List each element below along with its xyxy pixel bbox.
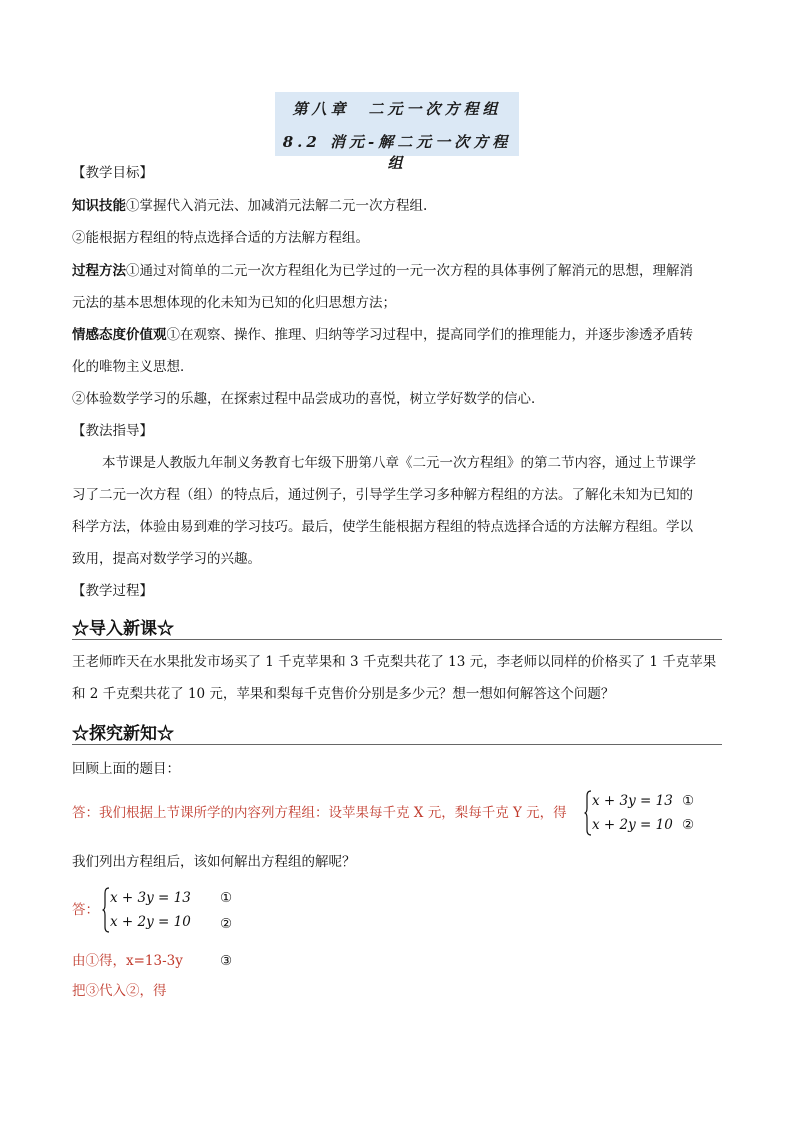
explore-heading: ☆探究新知☆ [72,724,174,744]
equation-mark-4: ② [220,916,233,932]
process-line [72,262,693,280]
emotion-label: 情感态度价值观 [72,327,167,343]
step-2: 把③代入②，得 [72,983,167,999]
process-text: ①通过对简单的二元一次方程组化为已学过的一元一次方程的具体事例了解消元的思想，理解消 [126,263,693,279]
intro-rule [72,639,722,640]
guidance-line-2: 习了二元一次方程（组）的特点后，通过例子，引导学生学习多种解方程组的方法。了解化未知为已知的 [72,487,693,503]
process-label: 过程方法 [72,263,126,279]
emotion-text-3: ②体验数学学习的乐趣，在探索过程中品尝成功的喜悦，树立学好数学的信心． [72,391,545,407]
process-text-2: 元法的基本思想体现的化未知为已知的化归思想方法； [72,295,396,311]
equation-2: x + 2y = 10 [592,817,673,833]
intro-line-1: 王老师昨天在水果批发市场买了 1 千克苹果和 3 千克梨共花了 13 元，李老师以同样的价格买了 1 千克苹果 [72,654,717,670]
knowledge-label: 知识技能 [72,198,126,214]
knowledge-text-2: ②能根据方程组的特点选择合适的方法解方程组。 [72,230,369,246]
step-1: 由①得，x=13-3y [72,953,183,969]
title-block [275,92,519,172]
emotion-text: ①在观察、操作、推理、归纳等学习过程中，提高同学们的推理能力，并逐步渗透矛盾转 [166,327,693,343]
objectives-header: 【教学目标】 [72,165,153,181]
equation-mark-2: ② [682,817,695,833]
brace-icon [102,887,110,933]
intro-heading: ☆导入新课☆ [72,619,174,639]
brace-icon [584,790,592,836]
equation-mark-3: ① [220,890,233,906]
guidance-line-3: 科学方法，体验由易到难的学习技巧。最后，使学生能根据方程组的特点选择合适的方法解方程组。学以 [72,519,693,535]
guidance-header: 【教法指导】 [72,423,153,439]
intro-line-2: 和 2 千克梨共花了 10 元，苹果和梨每千克售价分别是多少元？想一想如何解答这个问题？ [72,686,615,702]
equation-system-1 [584,790,714,836]
knowledge-text: ①掌握代入消元法、加减消元法解二元一次方程组. [126,198,428,214]
question-text: 我们列出方程组后，该如何解出方程组的解呢？ [72,854,356,870]
process-header: 【教学过程】 [72,583,153,599]
equation-system-2 [102,887,242,933]
emotion-text-2: 化的唯物主义思想． [72,359,194,375]
equation-4: x + 2y = 10 [110,914,191,930]
review-text: 回顾上面的题目： [72,761,180,777]
section-title: 8.2 消元-解二元一次方程组 [282,133,512,172]
chapter-title: 第八章 二元一次方程组 [292,100,502,118]
knowledge-line [72,197,427,215]
equation-3: x + 3y = 13 [110,890,191,906]
step-1-mark: ③ [220,953,233,969]
equation-mark-1: ① [682,793,695,809]
guidance-line-4: 致用，提高对数学学习的兴趣。 [72,551,261,567]
equation-1: x + 3y = 13 [592,793,673,809]
answer-2-label: 答： [72,902,99,918]
guidance-line-1: 本节课是人教版九年制义务教育七年级下册第八章《二元一次方程组》的第二节内容，通过上节课学 [102,455,696,471]
emotion-line [72,326,693,344]
answer-1-text: 答：我们根据上节课所学的内容列方程组：设苹果每千克 X 元，梨每千克 Y 元，得 [72,805,567,821]
explore-rule [72,744,722,745]
